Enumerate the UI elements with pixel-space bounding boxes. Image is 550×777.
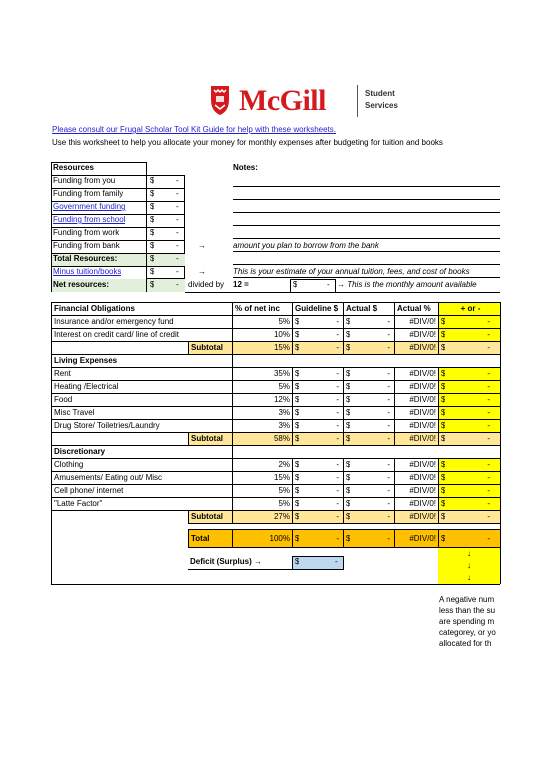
down-arrow: ↓ [438,548,500,560]
actual-cell[interactable] [343,367,395,381]
guideline-cell [292,471,344,485]
expense-label: Cell phone/ internet [51,484,233,498]
plus-minus-currency: $ [441,421,446,430]
actual-value: - [387,512,390,521]
actual-value: - [387,343,390,352]
guideline-currency: $ [295,499,300,508]
resource-row-line [52,240,185,241]
actual-pct: #DIV/0! [394,471,439,485]
guideline-cell [292,406,344,420]
expense-label: Food [51,393,233,407]
actual-pct: #DIV/0! [394,510,439,524]
expense-label: Misc Travel [51,406,233,420]
notes-line [233,225,500,226]
actual-cell[interactable] [343,529,395,548]
notes-line [233,186,500,187]
mcgill-logo [209,82,499,122]
resource-value[interactable]: - [176,176,179,185]
bank-note: amount you plan to borrow from the bank [233,241,379,250]
actual-value: - [387,382,390,391]
plus-minus-value: - [487,534,490,543]
actual-value: - [387,460,390,469]
pct-net-inc: 27% [232,510,293,524]
actual-value: - [387,421,390,430]
logo-divider [357,85,358,117]
net-currency: $ [150,280,155,289]
frame-right-line [500,302,501,584]
resource-value[interactable]: - [176,267,179,276]
plus-minus-currency: $ [441,408,446,417]
resource-row-line [52,227,185,228]
expense-label: "Latte Factor" [51,497,233,511]
plus-minus-currency: $ [441,369,446,378]
resource-row-line [52,201,185,202]
intro-text: Use this worksheet to help you allocate your money for monthly expenses after budgeting for tuition and books [52,138,443,147]
plus-minus-value: - [487,382,490,391]
guideline-currency: $ [295,343,300,352]
notes-line [233,238,500,239]
note-line: A negative num [439,595,495,604]
plus-minus-cell [438,393,501,407]
resource-label: Funding from work [53,228,120,237]
guideline-cell [292,529,344,548]
resource-label: Total Resources: [53,254,118,263]
net-label: Net resources: [53,280,110,289]
plus-minus-currency: $ [441,330,446,339]
subtotal-label: Subtotal [188,432,233,446]
guideline-cell [292,367,344,381]
guideline-currency: $ [295,473,300,482]
guideline-value: - [336,343,339,352]
pct-net-inc: 15% [232,341,293,355]
guideline-value: - [336,382,339,391]
resource-currency: $ [150,189,155,198]
actual-cell[interactable] [343,380,395,394]
pct-net-inc: 100% [232,529,293,548]
divided-by-label: divided by [188,280,225,289]
guideline-value: - [336,486,339,495]
monthly-currency: $ [293,280,298,289]
expense-label: Insurance and/or emergency fund [51,315,233,329]
notes-line [233,277,500,278]
resource-row-line [52,253,185,254]
mcgill-crest-icon [209,84,231,116]
actual-value: - [387,486,390,495]
plus-minus-currency: $ [441,343,446,352]
guideline-value: - [336,408,339,417]
plus-minus-value: - [487,408,490,417]
actual-value: - [387,473,390,482]
plus-minus-value: - [487,460,490,469]
notes-line [233,251,500,252]
actual-value: - [387,395,390,404]
deficit-label: Deficit (Surplus) → [190,557,263,566]
actual-currency: $ [346,317,351,326]
plus-minus-cell [438,458,501,472]
actual-currency: $ [346,499,351,508]
guideline-currency: $ [295,330,300,339]
note-line: less than the su [439,606,496,615]
plus-minus-value: - [487,421,490,430]
guideline-cell [292,341,344,355]
guideline-currency: $ [295,512,300,521]
section-title: Living Expenses [51,354,233,368]
frame-left-line [51,302,52,584]
resources-header: Resources [53,163,94,172]
guideline-cell [292,393,344,407]
deficit-value: - [335,557,338,566]
actual-currency: $ [346,534,351,543]
plus-minus-cell [438,484,501,498]
guideline-currency: $ [295,382,300,391]
guideline-value: - [336,330,339,339]
guideline-cell [292,458,344,472]
actual-currency: $ [346,395,351,404]
resource-label[interactable]: Funding from school [53,215,126,224]
pct-net-inc: 58% [232,432,293,446]
plus-minus-currency: $ [441,534,446,543]
actual-cell[interactable] [343,458,395,472]
pct-net-inc: 5% [232,380,293,394]
plus-minus-cell [438,315,501,329]
actual-value: - [387,499,390,508]
actual-cell[interactable] [343,484,395,498]
plus-minus-value: - [487,434,490,443]
guideline-currency: $ [295,534,300,543]
guideline-value: - [336,499,339,508]
guideline-value: - [336,460,339,469]
student-services-label: Student Services [365,89,398,110]
net-value[interactable]: - [176,280,179,289]
notes-line [233,199,500,200]
plus-minus-cell [438,529,501,548]
total-label: Total [188,529,233,548]
plus-minus-currency: $ [441,317,446,326]
resource-value[interactable]: - [176,189,179,198]
plus-minus-currency: $ [441,473,446,482]
plus-minus-value: - [487,486,490,495]
guideline-cell [292,380,344,394]
resource-row-line [52,266,185,267]
actual-currency: $ [346,460,351,469]
actual-pct: #DIV/0! [394,328,439,342]
resource-label[interactable]: Government funding [53,202,126,211]
note-line: allocated for th [439,639,492,648]
subtotal-label: Subtotal [188,341,233,355]
plus-minus-currency: $ [441,486,446,495]
guideline-value: - [336,369,339,378]
plus-minus-cell [438,406,501,420]
actual-pct: #DIV/0! [394,419,439,433]
guideline-cell [292,432,344,446]
guideline-cell [292,315,344,329]
resource-row-line [52,175,185,176]
guideline-currency: $ [295,460,300,469]
resource-currency: $ [150,228,155,237]
guideline-currency: $ [295,395,300,404]
section-title: Discretionary [51,445,233,459]
actual-cell[interactable] [343,510,395,524]
actual-value: - [387,317,390,326]
plus-minus-currency: $ [441,512,446,521]
resource-label: Funding from bank [53,241,120,250]
plus-minus-value: - [487,369,490,378]
plus-minus-cell [438,497,501,511]
actual-currency: $ [346,408,351,417]
actual-pct: #DIV/0! [394,484,439,498]
resource-row-line [52,214,185,215]
actual-cell[interactable] [343,406,395,420]
guideline-currency: $ [295,408,300,417]
pct-net-inc: 5% [232,484,293,498]
guideline-currency: $ [295,486,300,495]
pct-net-inc: 12% [232,393,293,407]
plus-minus-cell [438,328,501,342]
plus-minus-cell [438,432,501,446]
plus-minus-value: - [487,317,490,326]
expense-label: Rent [51,367,233,381]
guideline-value: - [336,534,339,543]
guideline-cell [292,497,344,511]
resource-value[interactable]: - [176,215,179,224]
monthly-note: → This is the monthly amount available [337,280,477,289]
resource-label[interactable]: Minus tuition/books [53,267,122,276]
actual-pct: #DIV/0! [394,341,439,355]
notes-header: Notes: [233,163,258,172]
actual-value: - [387,534,390,543]
plus-minus-currency: $ [441,499,446,508]
monthly-value[interactable]: - [327,280,330,289]
down-arrow: ↓ [438,560,500,572]
header-financial-obligations: Financial Obligations [51,302,233,316]
expense-label: Heating /Electrical [51,380,233,394]
actual-currency: $ [346,512,351,521]
plus-minus-cell [438,341,501,355]
plus-minus-currency: $ [441,395,446,404]
guideline-cell [292,328,344,342]
actual-pct: #DIV/0! [394,315,439,329]
actual-pct: #DIV/0! [394,458,439,472]
plus-minus-value: - [487,473,490,482]
pct-net-inc: 35% [232,367,293,381]
deficit-underline [188,569,292,570]
tuition-note: This is your estimate of your annual tuition, fees, and cost of books [233,267,470,276]
resource-currency: $ [150,254,155,263]
pct-net-inc: 10% [232,328,293,342]
guideline-currency: $ [295,317,300,326]
plus-minus-cell [438,471,501,485]
tuition-arrow: → [198,267,206,276]
actual-pct: #DIV/0! [394,497,439,511]
actual-pct: #DIV/0! [394,406,439,420]
resource-value[interactable]: - [176,202,179,211]
pct-net-inc: 2% [232,458,293,472]
guideline-value: - [336,512,339,521]
toolkit-guide-link[interactable]: Please consult our Frugal Scholar Tool Kit Guide for help with these worksheets. [52,125,336,134]
actual-currency: $ [346,421,351,430]
guideline-cell [292,419,344,433]
plus-minus-cell [438,419,501,433]
resource-label: Funding from you [53,176,116,185]
plus-minus-currency: $ [441,460,446,469]
actual-pct: #DIV/0! [394,432,439,446]
actual-cell[interactable] [343,432,395,446]
bank-arrow: → [198,241,206,250]
pct-net-inc: 3% [232,406,293,420]
resource-row-line [52,188,185,189]
net-underline [185,292,500,293]
resource-currency: $ [150,215,155,224]
plus-minus-cell [438,510,501,524]
resource-value[interactable]: - [176,228,179,237]
actual-value: - [387,434,390,443]
resource-label: Funding from family [53,189,124,198]
actual-cell[interactable] [343,393,395,407]
actual-currency: $ [346,343,351,352]
plus-minus-currency: $ [441,434,446,443]
guideline-currency: $ [295,434,300,443]
header-guideline: Guideline $ [292,302,344,316]
actual-pct: #DIV/0! [394,367,439,381]
divisor: 12 = [233,280,249,289]
actual-pct: #DIV/0! [394,529,439,548]
header-pct-net-inc: % of net inc [232,302,293,316]
note-line: categorey, or yo [439,628,496,637]
resource-currency: $ [150,241,155,250]
actual-currency: $ [346,473,351,482]
guideline-value: - [336,473,339,482]
guideline-value: - [336,395,339,404]
actual-cell[interactable] [343,419,395,433]
actual-currency: $ [346,486,351,495]
actual-currency: $ [346,382,351,391]
plus-minus-value: - [487,499,490,508]
plus-minus-value: - [487,330,490,339]
plus-minus-cell [438,367,501,381]
actual-value: - [387,330,390,339]
mcgill-wordmark: McGill [239,84,326,117]
plus-minus-value: - [487,343,490,352]
resource-currency: $ [150,176,155,185]
pct-net-inc: 5% [232,315,293,329]
guideline-value: - [336,434,339,443]
actual-cell[interactable] [343,341,395,355]
actual-currency: $ [346,434,351,443]
actual-cell[interactable] [343,497,395,511]
plus-minus-value: - [487,512,490,521]
expense-label: Clothing [51,458,233,472]
plus-minus-cell [438,380,501,394]
pct-net-inc: 3% [232,419,293,433]
guideline-currency: $ [295,369,300,378]
resource-currency: $ [150,202,155,211]
actual-currency: $ [346,330,351,339]
expense-label: Amusements/ Eating out/ Misc [51,471,233,485]
actual-cell[interactable] [343,471,395,485]
actual-value: - [387,369,390,378]
resource-value[interactable]: - [176,254,179,263]
actual-pct: #DIV/0! [394,393,439,407]
down-arrow: ↓ [438,572,500,584]
pct-net-inc: 5% [232,497,293,511]
frame-bottom-line [51,584,500,585]
actual-cell[interactable] [343,328,395,342]
actual-cell[interactable] [343,315,395,329]
guideline-cell [292,510,344,524]
header-actual: Actual $ [343,302,395,316]
notes-line [233,264,500,265]
header-actual-pct: Actual % [394,302,439,316]
note-line: are spending m [439,617,495,626]
actual-value: - [387,408,390,417]
pct-net-inc: 15% [232,471,293,485]
expense-label: Drug Store/ Toiletries/Laundry [51,419,233,433]
expense-label: Interest on credit card/ line of credit [51,328,233,342]
subtotal-label: Subtotal [188,510,233,524]
guideline-cell [292,484,344,498]
guideline-value: - [336,421,339,430]
notes-line [233,212,500,213]
resource-value[interactable]: - [176,241,179,250]
resource-currency: $ [150,267,155,276]
header-plus-minus: + or - [438,302,501,316]
guideline-currency: $ [295,421,300,430]
deficit-currency: $ [295,557,300,566]
guideline-value: - [336,317,339,326]
actual-pct: #DIV/0! [394,380,439,394]
plus-minus-currency: $ [441,382,446,391]
actual-currency: $ [346,369,351,378]
plus-minus-value: - [487,395,490,404]
